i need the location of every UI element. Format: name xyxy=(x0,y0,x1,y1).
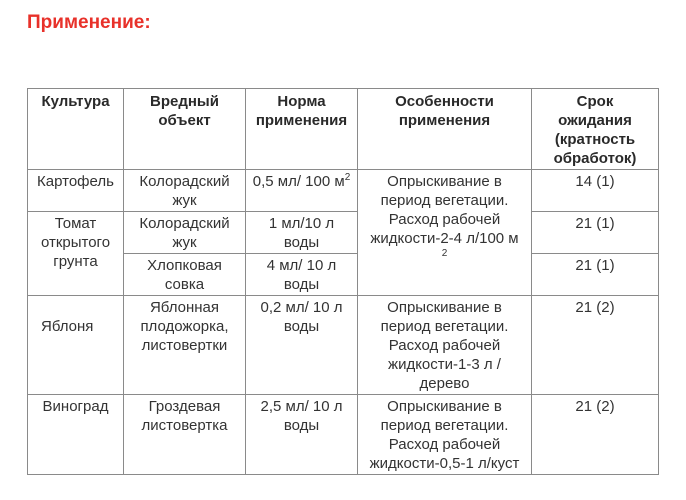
cell-waiting: 14 (1) xyxy=(532,170,659,212)
cell-rate-sup: 2 xyxy=(344,172,351,183)
cell-features: Опрыскивание в период вегетации. Расход рабочей жидкости-0,5-1 л/куст xyxy=(358,395,532,475)
cell-features-sup: 2 xyxy=(441,248,448,259)
header-pest: Вредный объект xyxy=(124,89,246,170)
table-row-potato xyxy=(28,170,659,212)
cell-rate: 0,2 мл/ 10 л воды xyxy=(246,296,358,395)
header-rate: Норма применения xyxy=(246,89,358,170)
cell-pest: Яблонная плодожорка, листовертки xyxy=(124,296,246,395)
cell-waiting: 21 (1) xyxy=(532,212,659,254)
application-table xyxy=(27,88,659,475)
cell-rate: 4 мл/ 10 л воды xyxy=(246,254,358,296)
table-row-apple xyxy=(28,296,659,395)
header-crop: Культура xyxy=(28,89,124,170)
cell-waiting: 21 (2) xyxy=(532,395,659,475)
page-title: Применение: xyxy=(27,12,151,33)
cell-features-shared xyxy=(358,170,532,296)
table-row-tomato xyxy=(28,212,659,254)
cell-crop: Картофель xyxy=(28,170,124,212)
cell-rate xyxy=(246,170,358,212)
header-features: Особенности применения xyxy=(358,89,532,170)
cell-pest: Колорадский жук xyxy=(124,212,246,254)
table-row-grape xyxy=(28,395,659,475)
cell-waiting: 21 (2) xyxy=(532,296,659,395)
cell-crop xyxy=(28,296,124,395)
header-waiting: Срок ожидания (кратность обработок) xyxy=(532,89,659,170)
cell-crop: Томат открытого грунта xyxy=(28,212,124,296)
cell-rate-text: 0,5 мл/ 100 м xyxy=(252,173,345,190)
cell-features-text: Опрыскивание в период вегетации. Расход рабочей жидкости-2-4 л/100 м xyxy=(370,173,519,247)
cell-pest: Колорадский жук xyxy=(124,170,246,212)
cell-pest: Хлопковая совка xyxy=(124,254,246,296)
cell-crop-text: Яблоня xyxy=(41,318,94,335)
cell-crop: Виноград xyxy=(28,395,124,475)
cell-features: Опрыскивание в период вегетации. Расход рабочей жидкости-1-3 л / дерево xyxy=(358,296,532,395)
cell-pest: Гроздевая листовертка xyxy=(124,395,246,475)
cell-rate: 1 мл/10 л воды xyxy=(246,212,358,254)
table-header-row xyxy=(28,89,659,170)
cell-waiting: 21 (1) xyxy=(532,254,659,296)
cell-rate: 2,5 мл/ 10 л воды xyxy=(246,395,358,475)
